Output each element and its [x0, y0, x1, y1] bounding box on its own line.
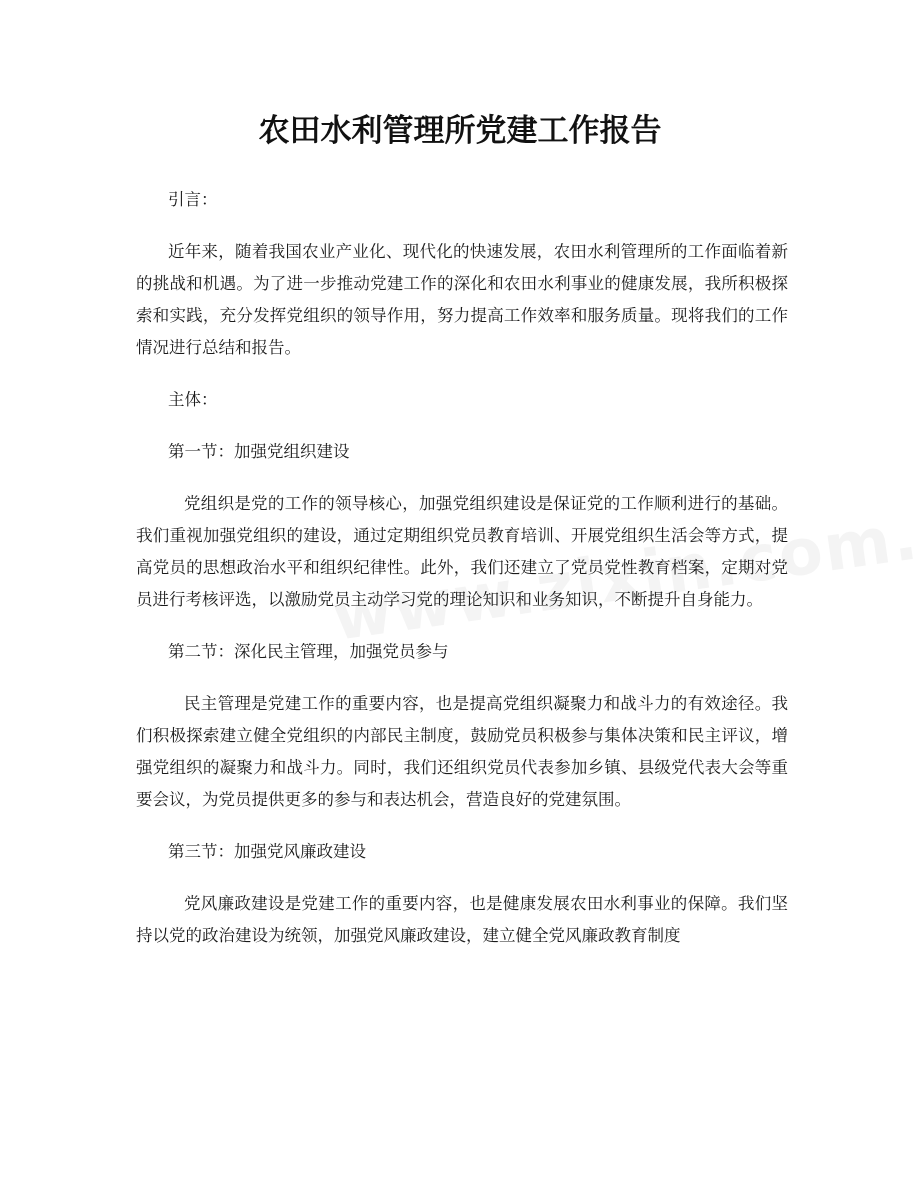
section-heading-3: 第三节：加强党风廉政建设: [168, 842, 366, 861]
section-paragraph-3: 党风廉政建设是党建工作的重要内容，也是健康发展农田水利事业的保障。我们坚持以党的政治建设为统领，加强党风廉政建设，建立健全党风廉政教育制度: [136, 894, 788, 945]
section-heading-2: 第二节：深化民主管理，加强党员参与: [168, 642, 449, 661]
intro-paragraph: 近年来，随着我国农业产业化、现代化的快速发展，农田水利管理所的工作面临着新的挑战和机遇。为了进一步推动党建工作的深化和农田水利事业的健康发展，我所积极探索和实践，充分发挥党组织的领导作用，努力提高工作效率和服务质量。现将我们的工作情况进行总结和报告。: [136, 242, 788, 357]
section-heading-1: 第一节：加强党组织建设: [168, 442, 350, 461]
section-paragraph-1: 党组织是党的工作的领导核心，加强党组织建设是保证党的工作顺利进行的基础。我们重视加强党组织的建设，通过定期组织党员教育培训、开展党组织生活会等方式，提高党员的思想政治水平和组织纪律性。此外，我们还建立了党员党性教育档案，定期对党员进行考核评选，以激励党员主动学习党的理论知识和业务知识，不断提升自身能力。: [136, 494, 788, 609]
intro-label: 引言：: [168, 190, 218, 209]
document-title: 农田水利管理所党建工作报告: [258, 113, 662, 149]
section-paragraph-2: 民主管理是党建工作的重要内容，也是提高党组织凝聚力和战斗力的有效途径。我们积极探索建立健全党组织的内部民主制度，鼓励党员积极参与集体决策和民主评议，增强党组织的凝聚力和战斗力。同时，我们还组织党员代表参加乡镇、县级党代表大会等重要会议，为党员提供更多的参与和表达机会，营造良好的党建氛围。: [136, 694, 788, 809]
document-body: [136, 184, 788, 972]
body-label: 主体：: [168, 390, 218, 409]
